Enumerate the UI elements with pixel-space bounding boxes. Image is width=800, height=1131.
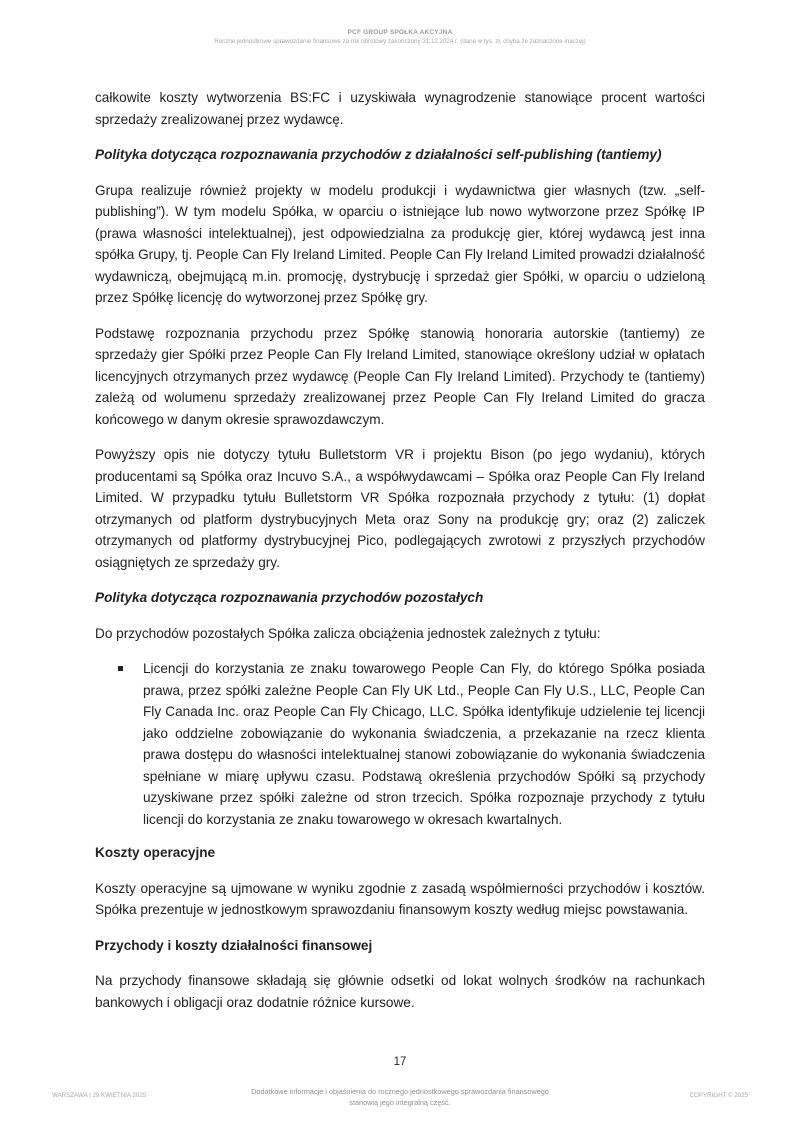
paragraph: Podstawę rozpoznania przychodu przez Spółkę stanowią honoraria autorskie (tantiemy) ze sprzedaży gier Spółki przez People Can Fly Ireland Limited, stanowiące określony udział w opłatach licencyjnych otrzymanych przez wydawcę (People Can Fly Ireland Limited). Przychody te (tantiemy) zależą od wolumenu sprzedaży zrealizowanej przez People Can Fly Ireland Limited do gracza końcowego w danym okresie sprawozdawczym. [95, 325, 705, 427]
paragraph: Do przychodów pozostałych Spółka zalicza obciążenia jednostek zależnych z tytułu: [95, 625, 601, 641]
header-report-subtitle: Roczne jednostkowe sprawozdanie finansowe za rok obrotowy zakończony 31.12.2024 r. (dane w tys. zł, chyba że zaznaczone inaczej) [214, 38, 586, 45]
list-item-text: Licencji do korzystania ze znaku towarowego People Can Fly, do którego Spółka posiada prawa, przez spółki zależne People Can Fly UK Ltd., People Can Fly U.S., LLC, People Can Fly Canada Inc. oraz People Can Fly Chicago, LLC. Spółka identyfikuje udzielenie tej licencji jako oddzielne zobowiązanie do wykonania świadczenia, a przekazanie na rzecz klienta prawa dostępu do własności intelektualnej stanowi zobowiązanie do wykonania świadczenia spełniane w miarę upływu czasu. Podstawą określenia przychodów Spółki są przychody uzyskiwane przez spółki zależne od stron trzecich. Spółka rozpoznaje przychody z tytułu licencji do korzystania ze znaku towarowego w okresach kwartalnych. [143, 661, 705, 827]
document-body [95, 87, 705, 1027]
footer-location-date: WARSZAWA | 29 KWIETNIA 2025 [52, 1092, 147, 1099]
header-company-name: PCF GROUP SPÓŁKA AKCYJNA [347, 29, 453, 36]
section-heading-financial-revenue-costs: Przychody i koszty działalności finansowej [95, 937, 373, 953]
paragraph: Powyższy opis nie dotyczy tytułu Bulletstorm VR i projektu Bison (po jego wydaniu), których producentami są Spółka oraz Incuvo S.A., a współwydawcami – Spółka oraz People Can Fly Ireland Limited. W przypadku tytułu Bulletstorm VR Spółka rozpoznała przychody z tytułu: (1) dopłat otrzymanych od platform dystrybucyjnych Meta oraz Sony na produkcję gry; oraz (2) zaliczek otrzymanych od platformy dystrybucyjnej Pico, podlegających zwrotowi z przyszłych przychodów osiągniętych ze sprzedaży gry. [95, 447, 705, 570]
page-number: 17 [393, 1056, 407, 1068]
footer-note: Dodatkowe informacje i objaśnienia do rocznego jednostkowego sprawozdania finansowego stanowią jego integralną część. [251, 1087, 549, 1107]
section-heading-operating-costs: Koszty operacyjne [95, 845, 216, 860]
section-heading-self-publishing: Polityka dotycząca rozpoznawania przychodów z działalności self-publishing (tantiemy) [95, 147, 662, 162]
paragraph: Koszty operacyjne są ujmowane w wyniku zgodnie z zasadą współmierności przychodów i kosztów. Spółka prezentuje w jednostkowym sprawozdaniu finansowym koszty według miejsc powstawania. [95, 880, 705, 917]
list-item [143, 658, 705, 830]
footer-copyright: COPYRIGHT © 2025 [689, 1092, 748, 1099]
square-bullet-icon [118, 666, 123, 671]
paragraph: całkowite koszty wytworzenia BS:FC i uzyskiwała wynagrodzenie stanowiące procent wartości sprzedaży zrealizowanej przez wydawcę. [95, 90, 705, 127]
section-heading-other-revenue: Polityka dotycząca rozpoznawania przychodów pozostałych [95, 590, 484, 605]
bullet-list [95, 658, 705, 830]
paragraph: Na przychody finansowe składają się głównie odsetki od lokat wolnych środków na rachunkach bankowych i obligacji oraz dodatnie różnice kursowe. [95, 973, 705, 1010]
paragraph: Grupa realizuje również projekty w modelu produkcji i wydawnictwa gier własnych (tzw. „self-publishing”). W tym modelu Spółka, w oparciu o istniejące lub nowo wytworzone przez Spółkę IP (prawa własności intelektualnej), jest odpowiedzialna za produkcję gier, której wydawcą jest inna spółka Grupy, tj. People Can Fly Ireland Limited. People Can Fly Ireland Limited prowadzi działalność wydawniczą, obejmującą m.in. promocję, dystrybucję i sprzedaż gier Spółki, w oparciu o udzieloną przez Spółkę licencję do wytworzonej przez Spółkę gry. [95, 182, 705, 305]
page-header [0, 28, 800, 46]
